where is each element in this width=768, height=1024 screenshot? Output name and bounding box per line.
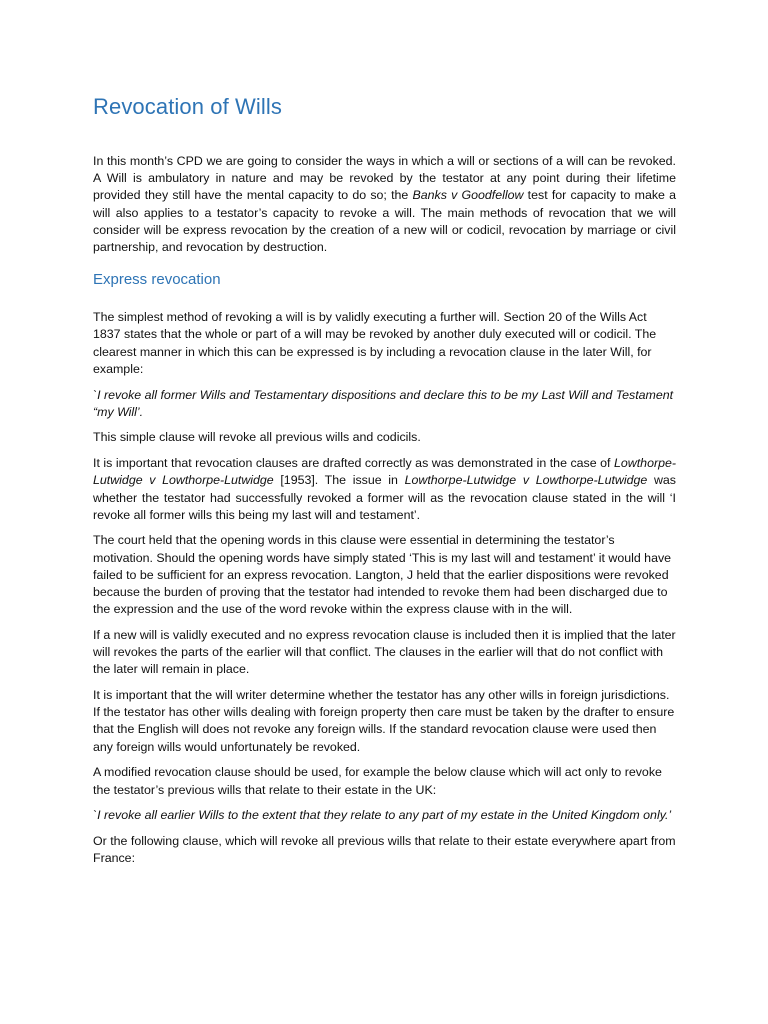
paragraph: A modified revocation clause should be used, for example the below clause which will act only to revoke the testator’s previous wills that relate to their estate in the UK: — [93, 765, 662, 797]
paragraph: It is important that the will writer determine whether the testator has any other wills in foreign jurisdictions. If the testator has other wills dealing with foreign property then care must be taken by the drafter to ensure that the English will does not revoke any foreign wills. If the standard revocation clause were used then any foreign wills would unfortunately be revoked. — [93, 688, 675, 754]
intro-text-a: In this month’s CPD we are going to consider the ways in which a will or sections of a will can be revoked. A Will is ambulatory in nature and may be revoked by the testator at any point during their lifetime provided they still have the mental capacity to do so; the — [93, 154, 676, 203]
section-heading-express-revocation: Express revocation — [93, 271, 221, 289]
document-page — [93, 92, 676, 876]
paragraph: The simplest method of revoking a will is by validly executing a further will. Section 20 of the Wills Act 1837 states that the whole or part of a will may be revoked by another duly executed will or codicil. The clearest manner in which this can be expressed is by including a revocation clause in the later Will, for example: — [93, 310, 657, 376]
paragraph-text: It is important that revocation clauses are drafted correctly as was demonstrated in the case of — [93, 456, 614, 471]
intro-text-b: test for capacity to make a will also applies to a testator’s capacity to revoke a will. The main methods of revocation that we will consider will be express revocation by the creation of a new will or codicil, revocation by marriage or civil partnership, and revocation by destruction. — [93, 188, 676, 255]
paragraph-lowthorpe — [93, 455, 676, 524]
document-title: Revocation of Wills — [93, 94, 282, 119]
paragraph: Or the following clause, which will revoke all previous wills that relate to their estate everywhere apart from France: — [93, 834, 676, 866]
paragraph: If a new will is validly executed and no express revocation clause is included then it is implied that the later will revokes the parts of the earlier will that conflict. The clauses in the earlier will that do not conflict with the later will remain in place. — [93, 627, 676, 677]
case-citation: Banks v Goodfellow — [412, 188, 524, 203]
intro-paragraph — [93, 153, 676, 256]
paragraph: The court held that the opening words in this clause were essential in determining the testator’s motivation. Should the opening words have simply stated ‘This is my last will and testament’ it would have failed to be sufficient for an express revocation. Langton, J held that the earlier dispositions were revoked because the burden of proving that the testator had intended to revoke them had been discharged due to the expression and the use of the word revoke within the express clause with in the will. — [93, 533, 672, 617]
paragraph-text: [1953]. The issue in — [273, 473, 405, 488]
paragraph-text: was whether the testator had successfully revoked a former will as the revocation clause stated in the will ‘I revoke all former wills this being my last will and testament’. — [93, 473, 676, 522]
paragraph: This simple clause will revoke all previous wills and codicils. — [93, 430, 421, 445]
case-citation: Lowthorpe-Lutwidge v Lowthorpe-Lutwidge — [404, 473, 648, 488]
quoted-clause: `I revoke all earlier Wills to the extent that they relate to any part of my estate in the United Kingdom only.’ — [93, 808, 672, 823]
case-citation: Lowthorpe-Lutwidge v Lowthorpe-Lutwidge — [93, 456, 676, 488]
quoted-clause: `I revoke all former Wills and Testamentary dispositions and declare this to be my Last Will and Testament “my Will’. — [93, 387, 674, 419]
